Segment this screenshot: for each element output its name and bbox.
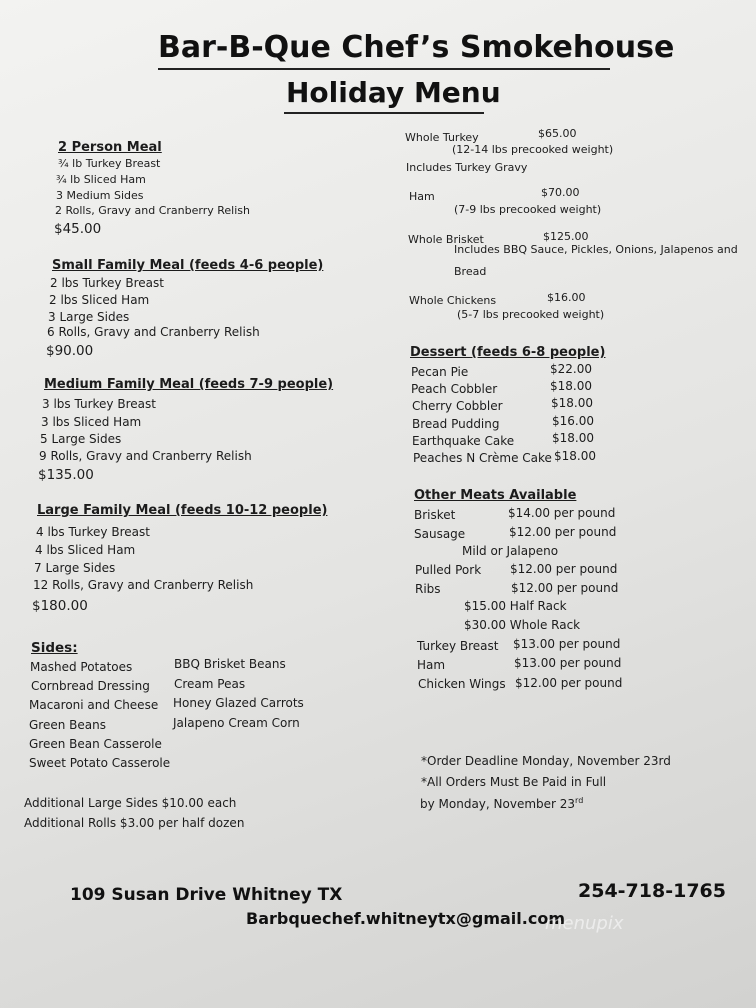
price: $90.00 (46, 343, 94, 359)
whole-brisket-note2: Bread (454, 265, 487, 278)
whole-brisket-price: $125.00 (543, 230, 589, 243)
side-item: Macaroni and Cheese (29, 698, 159, 712)
side-item: Cream Peas (174, 677, 246, 691)
menu-item: 2 Rolls, Gravy and Cranberry Relish (55, 204, 250, 217)
whole-turkey-note2: Includes Turkey Gravy (406, 161, 528, 174)
menu-item: ¾ lb Sliced Ham (56, 173, 146, 186)
medium-family-heading: Medium Family Meal (feeds 7-9 people) (44, 377, 334, 392)
whole-chickens-note: (5-7 lbs precooked weight) (457, 308, 605, 321)
meat-name: Sausage (414, 527, 466, 541)
whole-chickens-price: $16.00 (547, 291, 586, 304)
menu-item: 3 Medium Sides (56, 189, 144, 202)
sides-heading: Sides: (31, 640, 78, 656)
dessert-name: Earthquake Cake (412, 434, 515, 448)
meat-price: $13.00 per pound (513, 637, 621, 651)
meat-name: Ham (417, 658, 446, 672)
price: $135.00 (38, 467, 94, 483)
dessert-name: Bread Pudding (412, 417, 500, 431)
dessert-name: Pecan Pie (411, 365, 469, 379)
order-deadline-note: *Order Deadline Monday, November 23rd (421, 754, 671, 768)
payment-deadline: by Monday, November 23rd (420, 796, 584, 811)
payment-note: *All Orders Must Be Paid in Full (421, 775, 607, 789)
ham-name: Ham (409, 190, 435, 203)
extra-note: Additional Rolls $3.00 per half dozen (24, 816, 245, 830)
dessert-name: Peaches N Crème Cake (413, 451, 552, 465)
title-underline (158, 68, 610, 70)
dessert-price: $18.00 (554, 449, 596, 463)
menu-subtitle: Holiday Menu (286, 76, 501, 109)
meat-name: Ribs (415, 582, 441, 596)
side-item: Green Beans (29, 718, 106, 732)
meat-price: $14.00 per pound (508, 506, 616, 520)
email: Barbquechef.whitneytx@gmail.com (246, 909, 565, 928)
meat-name: Brisket (414, 508, 456, 522)
meat-name: Chicken Wings (418, 677, 506, 691)
whole-turkey-price: $65.00 (538, 127, 577, 140)
other-meats-heading: Other Meats Available (414, 488, 577, 503)
menu-title: Bar-B-Que Chef’s Smokehouse (158, 30, 675, 65)
side-item: Jalapeno Cream Corn (173, 716, 300, 730)
meat-price: $13.00 per pound (514, 656, 622, 670)
dessert-name: Cherry Cobbler (412, 399, 503, 413)
price: $180.00 (32, 598, 88, 614)
side-item: Green Bean Casserole (29, 737, 162, 751)
meat-price: $12.00 per pound (509, 525, 617, 539)
dessert-price: $18.00 (551, 396, 593, 410)
whole-turkey-name: Whole Turkey (405, 131, 479, 144)
meat-price: $12.00 per pound (510, 562, 618, 576)
side-item: Mashed Potatoes (30, 660, 133, 674)
meat-note: $30.00 Whole Rack (464, 618, 581, 632)
whole-chickens-name: Whole Chickens (409, 294, 497, 307)
menu-item: 3 Large Sides (48, 310, 130, 324)
subtitle-underline (284, 112, 484, 114)
dessert-price: $18.00 (550, 379, 592, 393)
extra-note: Additional Large Sides $10.00 each (24, 796, 237, 810)
dessert-price: $18.00 (552, 431, 594, 445)
two-person-heading: 2 Person Meal (58, 140, 162, 155)
menu-item: 9 Rolls, Gravy and Cranberry Relish (39, 449, 252, 463)
ham-note: (7-9 lbs precooked weight) (454, 203, 602, 216)
small-family-heading: Small Family Meal (feeds 4-6 people) (52, 258, 324, 273)
meat-name: Turkey Breast (417, 639, 499, 653)
dessert-price: $16.00 (552, 414, 594, 428)
whole-turkey-note: (12-14 lbs precooked weight) (452, 143, 614, 156)
side-item: BBQ Brisket Beans (174, 657, 286, 671)
ham-price: $70.00 (541, 186, 580, 199)
whole-brisket-note: Includes BBQ Sauce, Pickles, Onions, Jalapenos and (454, 243, 738, 256)
address: 109 Susan Drive Whitney TX (70, 885, 343, 905)
meat-price: $12.00 per pound (515, 676, 623, 690)
menu-item: ¾ lb Turkey Breast (58, 157, 161, 170)
side-item: Honey Glazed Carrots (173, 696, 304, 710)
menu-item: 4 lbs Turkey Breast (36, 525, 150, 539)
whole-brisket-name: Whole Brisket (408, 233, 484, 246)
dessert-price: $22.00 (550, 362, 592, 376)
menu-item: 3 lbs Sliced Ham (41, 415, 142, 429)
side-item: Cornbread Dressing (31, 679, 150, 693)
menu-item: 2 lbs Turkey Breast (50, 276, 164, 290)
menu-item: 2 lbs Sliced Ham (49, 293, 150, 307)
menu-item: 6 Rolls, Gravy and Cranberry Relish (47, 325, 260, 339)
menu-item: 7 Large Sides (34, 561, 116, 575)
meat-price: $12.00 per pound (511, 581, 619, 595)
menu-item: 3 lbs Turkey Breast (42, 397, 156, 411)
phone: 254-718-1765 (578, 880, 726, 902)
dessert-name: Peach Cobbler (411, 382, 498, 396)
price: $45.00 (54, 221, 102, 237)
large-family-heading: Large Family Meal (feeds 10-12 people) (37, 503, 328, 518)
meat-name: Pulled Pork (415, 563, 482, 577)
meat-note: Mild or Jalapeno (462, 544, 559, 558)
side-item: Sweet Potato Casserole (29, 756, 171, 770)
dessert-heading: Dessert (feeds 6-8 people) (410, 345, 606, 360)
menu-item: 5 Large Sides (40, 432, 122, 446)
meat-note: $15.00 Half Rack (464, 599, 567, 613)
watermark: menupix (545, 913, 624, 934)
menu-item: 4 lbs Sliced Ham (35, 543, 136, 557)
menu-item: 12 Rolls, Gravy and Cranberry Relish (33, 578, 254, 592)
